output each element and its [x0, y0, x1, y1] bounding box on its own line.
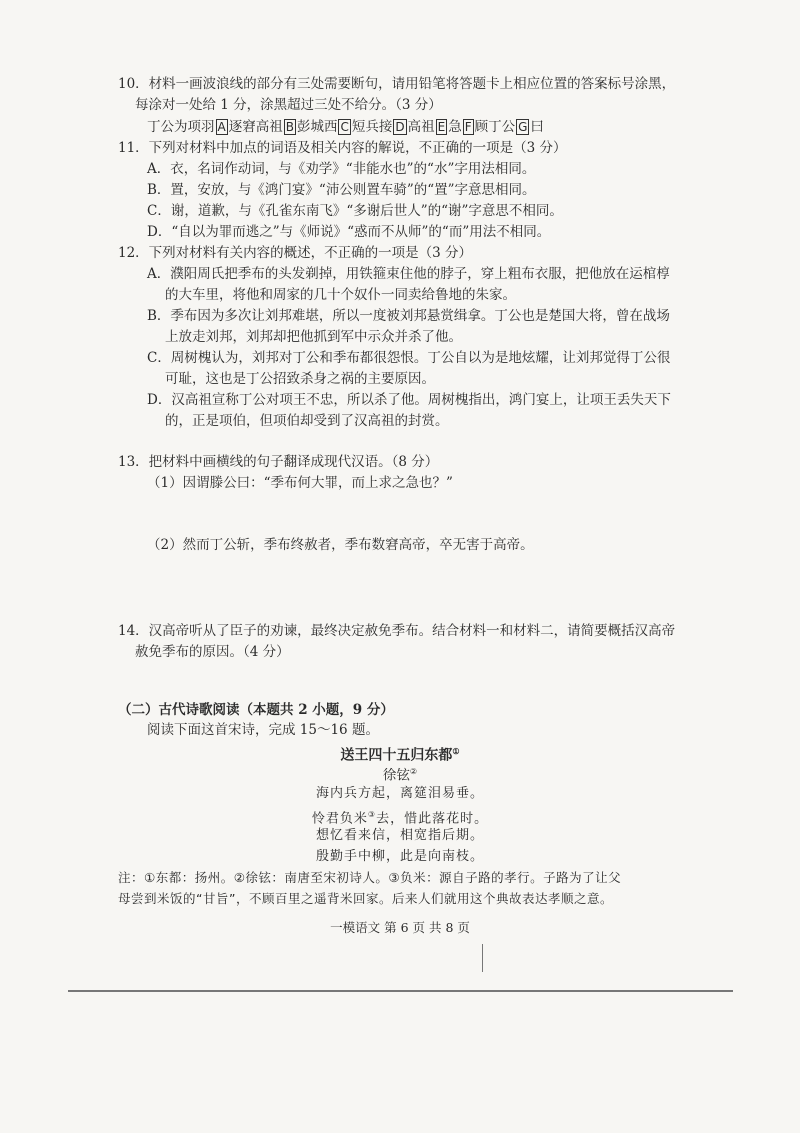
q10-segment: 曰: [530, 119, 544, 135]
q10-mark-b[interactable]: B: [285, 120, 294, 134]
q10-segment: 丁公为项羽: [147, 119, 215, 135]
poem-note-1: 注：①东都：扬州。②徐铉：南唐至宋初诗人。③负米：源自子路的孝行。子路为了让父: [118, 870, 622, 885]
q11-option-d: D．“自以为罪而逃之”与《师说》“惑而不从师”的“而”用法不相同。: [147, 224, 551, 240]
poem-author-note: ②: [409, 767, 418, 776]
poem-line-2-note: ③: [367, 810, 377, 819]
q12-stem: 12．下列对材料有关内容的概述，不正确的一项是（3 分）: [118, 245, 473, 261]
q10-segment: 短兵接: [351, 119, 393, 135]
q14-line2: 赦免季布的原因。（4 分）: [135, 644, 290, 660]
q10-mark-g[interactable]: G: [518, 120, 528, 134]
q12-option-a-2: 的大车里，将他和周家的几十个奴仆一同卖给鲁地的朱家。: [165, 287, 516, 303]
page-footer: 一模语文 第 6 页 共 8 页: [330, 920, 470, 935]
q14-line1: 14．汉高帝听从了臣子的劝谏，最终决定赦免季布。结合材料一和材料二，请简要概括汉高帝: [118, 623, 676, 639]
q10-line2: 每涂对一处给 1 分，涂黑超过三处不给分。（3 分）: [135, 97, 442, 113]
q11-option-c: C．谢，道歉，与《孔雀东南飞》“多谢后世人”的“谢”字意思不相同。: [147, 203, 563, 219]
poem-title-text: 送王四十五归东都: [340, 747, 453, 764]
q12-option-b-2: 上放走刘邦，刘邦却把他抓到军中示众并杀了他。: [165, 329, 462, 345]
q10-mark-c[interactable]: C: [340, 120, 349, 134]
q12-option-d-1: D．汉高祖宣称丁公对项王不忠，所以杀了他。周树槐指出，鸿门宴上，让项王丢失天下: [147, 392, 671, 408]
q12-option-a-1: A．濮阳周氏把季布的头发剃掉，用铁箍束住他的脖子，穿上粗布衣服，把他放在运棺椁: [147, 266, 670, 282]
q10-line1: 10．材料一画波浪线的部分有三处需要断句，请用铅笔将答题卡上相应位置的答案标号涂黑，: [118, 76, 676, 92]
poem-line-2-a: 怜君负米: [311, 811, 368, 827]
q12-option-b-1: B．季布因为多次让刘邦难堪，所以一度被刘邦悬赏缉拿。丁公也是楚国大将，曾在战场: [147, 308, 670, 324]
poem-line-4: 殷勤手中柳，此是向南枝。: [315, 849, 484, 864]
q13-stem: 13．把材料中画横线的句子翻译成现代汉语。（8 分）: [118, 454, 439, 470]
poem-line-1: 海内兵方起，离筵泪易垂。: [315, 786, 484, 801]
q12-option-c-2: 可耻，这也是丁公招致杀身之祸的主要原因。: [165, 371, 435, 387]
q10-segment: 高祖: [407, 119, 435, 135]
bottom-rule: [68, 990, 733, 992]
q10-mark-f[interactable]: F: [464, 120, 472, 134]
poem-line-2-b: 去，惜此落花时。: [376, 811, 489, 827]
q13-sentence-2: （2）然而丁公斩，季布终赦者，季布数窘高帝，卒无害于高帝。: [147, 537, 534, 553]
q10-options: [147, 117, 544, 137]
poem-author-text: 徐铉: [382, 767, 410, 784]
q11-option-a: A．衣，名词作动词，与《劝学》“非能水也”的“水”字用法相同。: [147, 161, 536, 177]
poem-line-3: 想忆看来信，相宽指后期。: [315, 828, 484, 843]
q10-segment: 急: [448, 119, 462, 135]
poem-note-2: 母尝到米饭的“甘旨”，不顾百里之遥背米回家。后来人们就用这个典故表达孝顺之意。: [118, 891, 613, 906]
q10-segment: 逐窘高祖: [228, 119, 283, 135]
q10-mark-a[interactable]: A: [217, 120, 226, 134]
section-heading: （二）古代诗歌阅读（本题共 2 小题，9 分）: [118, 702, 394, 718]
q13-sentence-1: （1）因谓滕公曰：“季布何大罪，而上求之急也？”: [147, 475, 453, 491]
q10-mark-d[interactable]: D: [395, 120, 405, 134]
poem-title-note: ①: [452, 746, 460, 756]
q12-option-c-1: C．周树槐认为，刘邦对丁公和季布都很怨恨。丁公自以为是地炫耀，让刘邦觉得丁公很: [147, 350, 671, 366]
poem-author: [0, 762, 800, 786]
q10-mark-e[interactable]: E: [437, 120, 446, 134]
q12-option-d-2: 的，正是项伯，但项伯却受到了汉高祖的封赏。: [165, 413, 449, 429]
section-instruction: 阅读下面这首宋诗，完成 15～16 题。: [147, 722, 379, 738]
scan-mark: [482, 944, 483, 972]
q10-segment: 彭城西: [296, 119, 338, 135]
q10-segment: 顾丁公: [474, 119, 516, 135]
q11-option-b: B．置，安放，与《鸿门宴》“沛公则置车骑”的“置”字意思相同。: [147, 182, 536, 198]
q11-stem: 11．下列对材料中加点的词语及相关内容的解说，不正确的一项是（3 分）: [118, 140, 567, 156]
